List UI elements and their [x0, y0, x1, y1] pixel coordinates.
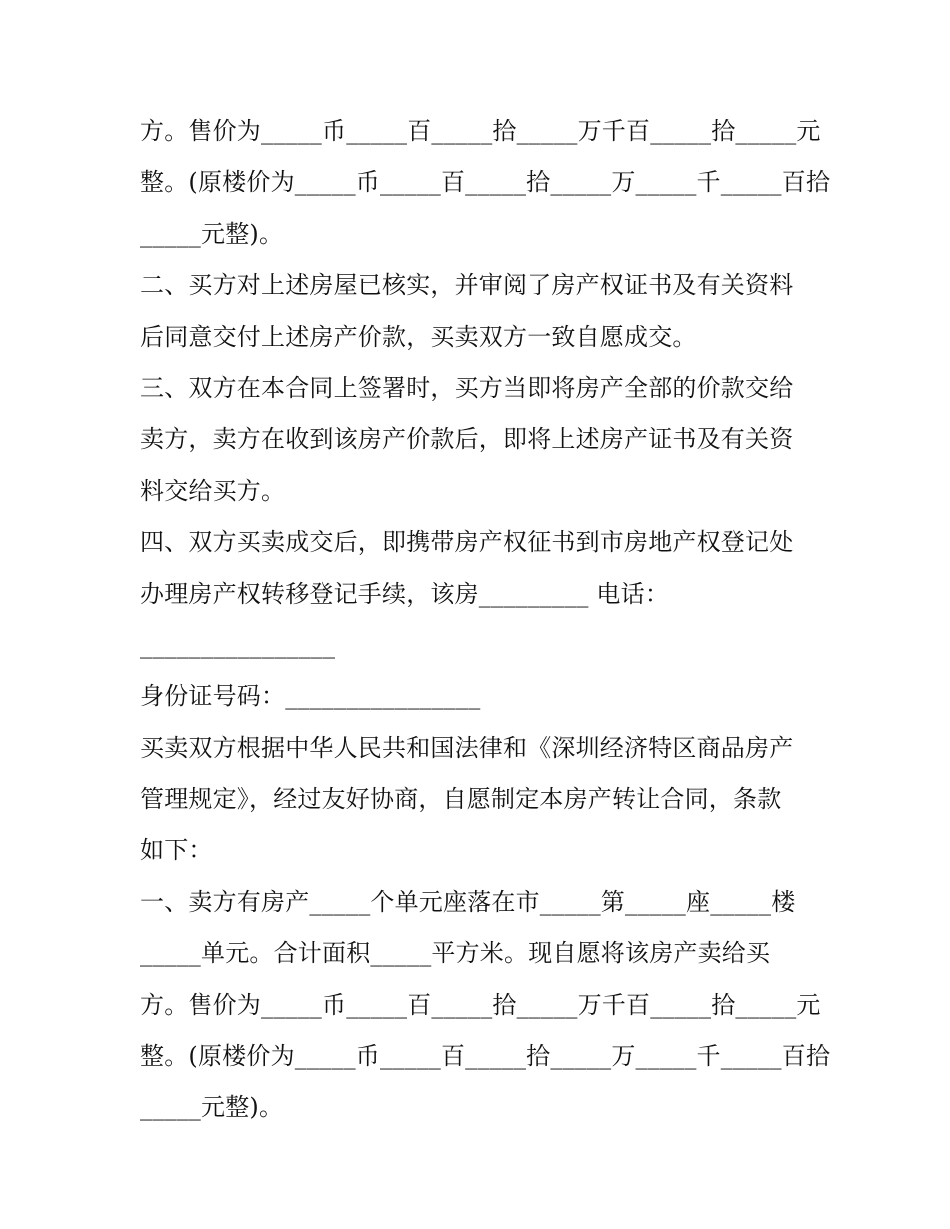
- contract-text: [140, 106, 831, 1134]
- text-line: _____单元。合计面积_____平方米。现自愿将该房产卖给买: [140, 939, 771, 968]
- text-line: 身份证号码：________________: [140, 682, 481, 711]
- text-line: 料交给买方。: [140, 476, 286, 505]
- text-line: 整。(原楼价为_____币_____百_____拾_____万_____千_____百拾: [140, 1042, 831, 1071]
- text-line: 四、双方买卖成交后，即携带房产权征书到市房地产权登记处: [140, 528, 794, 557]
- text-line: 后同意交付上述房产价款，买卖双方一致自愿成交。: [140, 322, 697, 351]
- text-line: 一、卖方有房产_____个单元座落在市_____第_____座_____楼: [140, 887, 796, 916]
- text-line: _____元整)。: [140, 219, 284, 248]
- text-line: 三、双方在本合同上签署时，买方当即将房产全部的价款交给: [140, 373, 794, 402]
- text-line: 如下：: [140, 836, 213, 865]
- text-line: 二、买方对上述房屋已核实，并审阅了房产权证书及有关资料: [140, 271, 794, 300]
- text-line: ________________: [140, 630, 336, 659]
- text-line: 方。售价为_____币_____百_____拾_____万千百_____拾_____元: [140, 990, 821, 1019]
- text-line: 管理规定》，经过友好协商，自愿制定本房产转让合同，条款: [140, 785, 782, 814]
- text-line: 卖方，卖方在收到该房产价款后，即将上述房产证书及有关资: [140, 425, 794, 454]
- text-line: 方。售价为_____币_____百_____拾_____万千百_____拾_____元: [140, 117, 821, 145]
- text-line: 整。(原楼价为_____币_____百_____拾_____万_____千_____百拾: [140, 168, 831, 197]
- text-line: 办理房产权转移登记手续，该房_________ 电话：: [140, 579, 670, 608]
- text-line: _____元整)。: [140, 1093, 284, 1122]
- text-line: 买卖双方根据中华人民共和国法律和《深圳经济特区商品房产: [140, 733, 794, 762]
